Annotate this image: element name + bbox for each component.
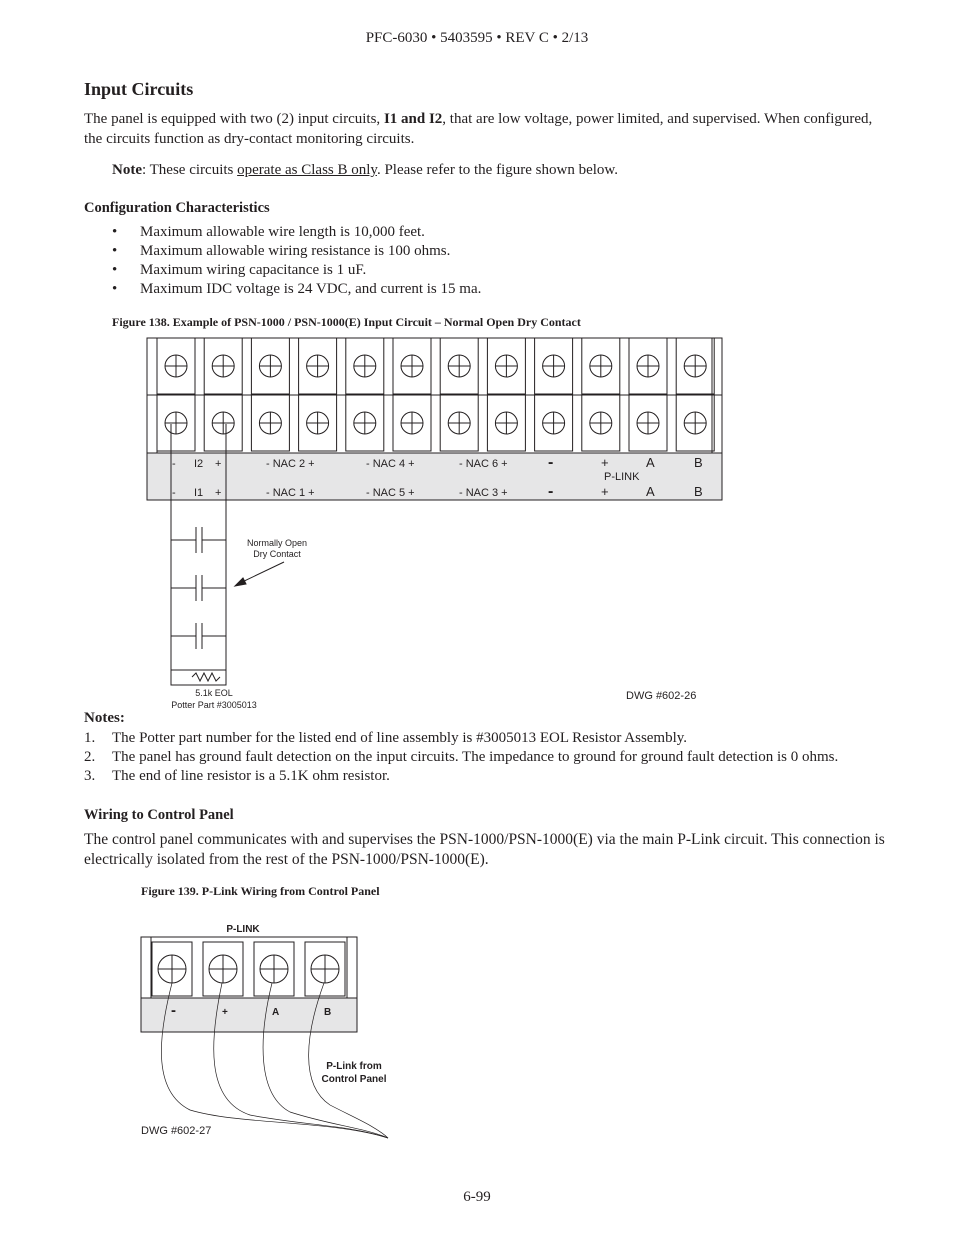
label-i1-minus: - <box>172 487 176 499</box>
label-b-2: B <box>694 484 703 499</box>
section-title: Input Circuits <box>84 79 194 99</box>
intro-text-bold: I1 and I2 <box>383 111 443 127</box>
label-i2: I2 <box>194 458 204 470</box>
plink-label-a: A <box>272 1007 280 1018</box>
note-text-after: . Please refer to the figure shown below. <box>376 162 619 178</box>
label-nac3: - NAC 3 + <box>459 487 508 499</box>
note-item <box>84 767 884 786</box>
figure-139-dwg: DWG #602-27 <box>141 1125 212 1137</box>
config-item: • Maximum allowable wire length is 10,000 feet. <box>112 223 481 242</box>
label-b: B <box>694 455 703 470</box>
contact-label-line1: Normally Open <box>246 538 308 548</box>
label-nac1: - NAC 1 + <box>266 487 315 499</box>
label-nac2: - NAC 2 + <box>266 458 315 470</box>
config-item: • Maximum IDC voltage is 24 VDC, and current is 15 ma. <box>112 280 481 299</box>
label-a: A <box>646 455 655 470</box>
config-heading: Configuration Characteristics <box>84 200 270 216</box>
plink-title: P-LINK <box>226 924 260 935</box>
note-text: The panel has ground fault detection on the input circuits. The impedance to ground for ground fault detection is 0 ohms. <box>112 749 839 765</box>
figure-138-annotations <box>171 538 696 710</box>
label-nac6: - NAC 6 + <box>459 458 508 470</box>
note-item <box>84 729 884 748</box>
note-number: 2. <box>84 749 96 765</box>
label-nac5: - NAC 5 + <box>366 487 415 499</box>
page-number: 6-99 <box>463 1189 491 1205</box>
note-number: 1. <box>84 730 96 746</box>
note-label: Note <box>112 162 142 178</box>
label-plink-minus-2: - <box>548 483 554 500</box>
plink-label-b: B <box>324 1007 332 1018</box>
intro-text-before: The panel is equipped with two (2) input circuits, <box>84 111 384 127</box>
eol-label: 5.1k EOL <box>195 688 233 698</box>
label-i2-minus: - <box>172 458 176 470</box>
note-item <box>84 748 884 767</box>
label-plink: P-LINK <box>604 471 640 483</box>
notes-heading: Notes: <box>84 710 125 726</box>
page-header: PFC-6030 • 5403595 • REV C • 2/13 <box>365 30 589 46</box>
label-i1: I1 <box>194 487 204 499</box>
wiring-paragraph: The control panel communicates with and supervises the PSN-1000/PSN-1000(E) via the main P-Link circuit. This connection is electrically isolated from the rest of the PSN-1000/PSN-1000(E). <box>84 831 885 868</box>
eol-part-label: Potter Part #3005013 <box>171 700 257 710</box>
label-plink-minus: - <box>548 454 554 471</box>
note-text: The Potter part number for the listed end of line assembly is #3005013 EOL Resistor Assembly. <box>112 730 688 746</box>
figure-138-caption: Figure 138. Example of PSN-1000 / PSN-1000(E) Input Circuit – Normal Open Dry Contact <box>112 315 581 329</box>
note-number: 3. <box>84 768 96 784</box>
label-plink-plus: + <box>601 455 609 470</box>
wiring-heading: Wiring to Control Panel <box>84 807 234 823</box>
config-item: • Maximum wiring capacitance is 1 uF. <box>112 261 481 280</box>
note-text-underlined: operate as Class B only <box>237 162 377 178</box>
label-i1-plus: + <box>215 487 222 499</box>
note-text: The end of line resistor is a 5.1K ohm resistor. <box>112 768 390 784</box>
figure-138-dwg: DWG #602-26 <box>626 690 697 702</box>
label-a-2: A <box>646 484 655 499</box>
config-item: • Maximum allowable wiring resistance is 100 ohms. <box>112 242 481 261</box>
figure-139-caption: Figure 139. P-Link Wiring from Control Panel <box>141 884 380 898</box>
notes-list <box>84 729 884 786</box>
plink-cells <box>152 942 345 996</box>
plink-from-line1: P-Link from <box>326 1061 382 1072</box>
label-i2-plus: + <box>215 458 222 470</box>
contact-label-line2: Dry Contact <box>253 549 301 559</box>
intro-text-after: , that are low voltage, power limited, and supervised. When configured, the circuits function as dry-contact monitoring circuits. <box>84 111 873 147</box>
note-text-before: : These circuits <box>142 162 238 178</box>
label-plink-plus-2: + <box>601 484 609 499</box>
plink-label-minus: - <box>171 1002 176 1019</box>
label-nac4: - NAC 4 + <box>366 458 415 470</box>
plink-from-line2: Control Panel <box>321 1074 387 1085</box>
plink-label-plus: + <box>222 1007 228 1018</box>
